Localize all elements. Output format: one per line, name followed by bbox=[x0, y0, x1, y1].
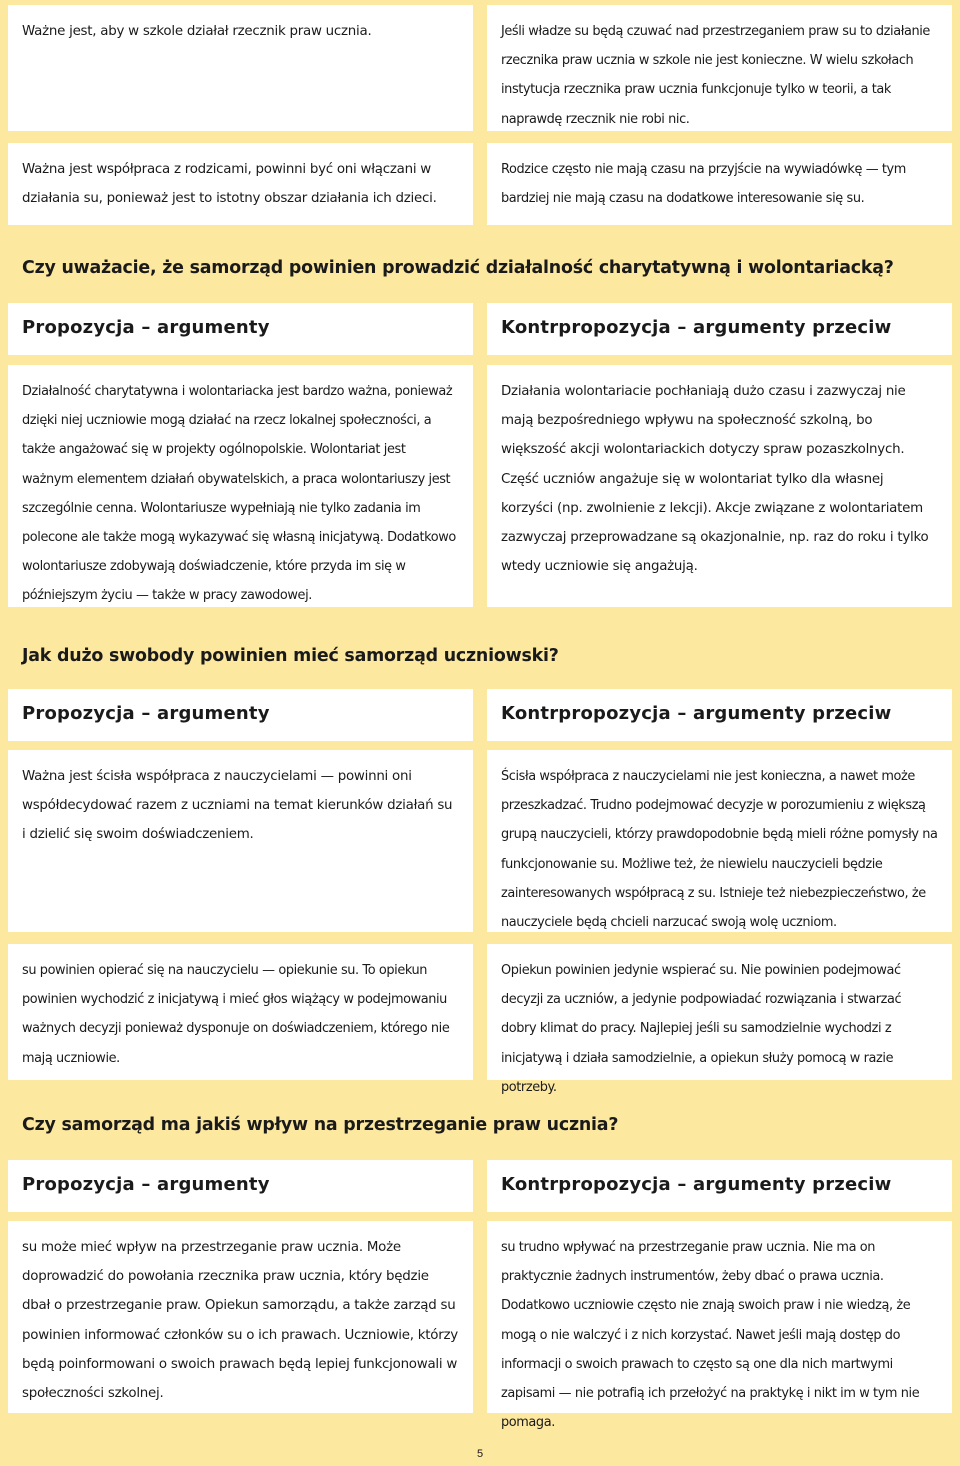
contra-argument-card bbox=[487, 1221, 952, 1431]
contra-header-label: Kontrpropozycja – argumenty przeciw bbox=[501, 703, 892, 724]
contra-argument-text: su trudno wpływać na przestrzeganie praw ucznia. Nie ma on praktycznie żadnych instrumentów, żeby dbać o prawa ucznia. Dodatkowo uczniowie często nie znają swoich praw i nie wiedzą, że mogą o nie walczyć i z nich korzystać. Nawet jeśli mają dostęp do informacji o swoich prawach to często są one dla nich martwymi zapisami — nie potrafią ich przełożyć na praktykę i nikt im w tym nie pomaga. bbox=[501, 1240, 920, 1431]
top-contra-text-2: Rodzice często nie mają czasu na przyjście na wywiadówkę — tym bardziej nie mają czasu na dodatkowe interesowanie się su. bbox=[501, 162, 906, 207]
contra-argument-text: Ścisła współpraca z nauczycielami nie jest konieczna, a nawet może przeszkadzać. Trudno podejmować decyzje w porozumieniu z większą grupą nauczycieli, którzy prawdopodobnie będą mieli różne pomysły na funkcjonowanie su. Możliwe też, że niewielu nauczycieli będzie zainteresowanych współpracą z su. Istnieje też niebezpieczeństwo, że nauczyciele będą chcieli narzucać swoją wolę uczniom. bbox=[501, 769, 938, 931]
section-question: Czy uważacie, że samorząd powinien prowadzić działalność charytatywną i wolontariacką? bbox=[22, 258, 894, 278]
contra-header bbox=[487, 1160, 952, 1212]
top-contra-card-1 bbox=[487, 5, 952, 131]
pro-header-label: Propozycja – argumenty bbox=[22, 317, 270, 338]
pro-argument-card bbox=[8, 944, 473, 1080]
contra-header bbox=[487, 689, 952, 741]
top-pro-card-1 bbox=[8, 5, 473, 131]
pro-argument-text: Działalność charytatywna i wolontariacka jest bardzo ważna, ponieważ dzięki niej uczniowie mogą działać na rzecz lokalnej społeczności, a także angażować się w projekty ogólnopolskie. Wolontariat jest ważnym elementem działań obywatelskich, a praca wolontariuszy jest szczególnie cenna. Wolontariusze wypełniają nie tylko zadania im polecone ale także mogą wykazywać się własną inicjatywą. Dodatkowo wolontariusze zdobywają doświadczenie, które przyda im się w późniejszym życiu — także w pracy zawodowej. bbox=[22, 384, 456, 604]
contra-argument-card bbox=[487, 750, 952, 932]
page-number: 5 bbox=[476, 1448, 484, 1460]
contra-argument-card bbox=[487, 944, 952, 1095]
section-question: Jak dużo swobody powinien mieć samorząd uczniowski? bbox=[22, 646, 559, 666]
top-pro-text-2: Ważna jest współpraca z rodzicami, powinni być oni włączani w działania su, ponieważ jest to istotny obszar działania ich dzieci. bbox=[22, 162, 437, 207]
contra-header bbox=[487, 303, 952, 355]
pro-argument-text: Ważna jest ścisła współpraca z nauczycielami — powinni oni współdecydować razem z uczniami na temat kierunków działań su i dzielić się swoim doświadczeniem. bbox=[22, 769, 453, 843]
contra-header-label: Kontrpropozycja – argumenty przeciw bbox=[501, 1174, 892, 1195]
pro-header bbox=[8, 1160, 473, 1212]
pro-header-label: Propozycja – argumenty bbox=[22, 1174, 270, 1195]
pro-header bbox=[8, 689, 473, 741]
pro-header-label: Propozycja – argumenty bbox=[22, 703, 270, 724]
top-pro-text-1: Ważne jest, aby w szkole działał rzecznik praw ucznia. bbox=[22, 24, 372, 39]
pro-argument-text: su powinien opierać się na nauczycielu — opiekunie su. To opiekun powinien wychodzić z inicjatywą i mieć głos wiążący w podejmowaniu ważnych decyzji ponieważ dysponuje on doświadczeniem, którego nie mają uczniowie. bbox=[22, 963, 450, 1066]
top-contra-card-2 bbox=[487, 143, 952, 225]
contra-argument-text: Opiekun powinien jedynie wspierać su. Nie powinien podejmować decyzji za uczniów, a jedynie podpowiadać rozwiązania i stwarzać dobry klimat do pracy. Najlepiej jeśli su samodzielnie wychodzi z inicjatywą i działa samodzielnie, a opiekun służy pomocą w razie potrzeby. bbox=[501, 963, 902, 1095]
top-contra-text-1: Jeśli władze su będą czuwać nad przestrzeganiem praw su to działanie rzecznika praw ucznia w szkole nie jest konieczne. W wielu szkołach instytucja rzecznika praw ucznia funkcjonuje tylko w teorii, a tak naprawdę rzecznik nie robi nic. bbox=[501, 24, 930, 127]
pro-argument-card bbox=[8, 365, 473, 607]
contra-argument-card bbox=[487, 365, 952, 607]
pro-header bbox=[8, 303, 473, 355]
contra-header-label: Kontrpropozycja – argumenty przeciw bbox=[501, 317, 892, 338]
pro-argument-card bbox=[8, 1221, 473, 1413]
section-question: Czy samorząd ma jakiś wpływ na przestrzeganie praw ucznia? bbox=[22, 1115, 619, 1135]
pro-argument-card bbox=[8, 750, 473, 932]
contra-argument-text: Działania wolontariacie pochłaniają dużo czasu i zazwyczaj nie mają bezpośredniego wpływu na społeczność szkolną, bo większość akcji wolontariackich dotyczy spraw pozaszkolnych. Część uczniów angażuje się w wolontariat tylko dla własnej korzyści (np. zwolnienie z lekcji). Akcje związane z wolontariatem zazwyczaj przeprowadzane są okazjonalnie, np. raz do roku i tylko wtedy uczniowie się angażują. bbox=[501, 384, 929, 575]
pro-argument-text: su może mieć wpływ na przestrzeganie praw ucznia. Może doprowadzić do powołania rzecznika praw ucznia, który będzie dbał o przestrzeganie praw. Opiekun samorządu, a także zarząd su powinien informować członków su o ich prawach. Uczniowie, którzy będą poinformowani o swoich prawach będą lepiej funkcjonowali w społeczności szkolnej. bbox=[22, 1240, 458, 1402]
top-pro-card-2 bbox=[8, 143, 473, 225]
